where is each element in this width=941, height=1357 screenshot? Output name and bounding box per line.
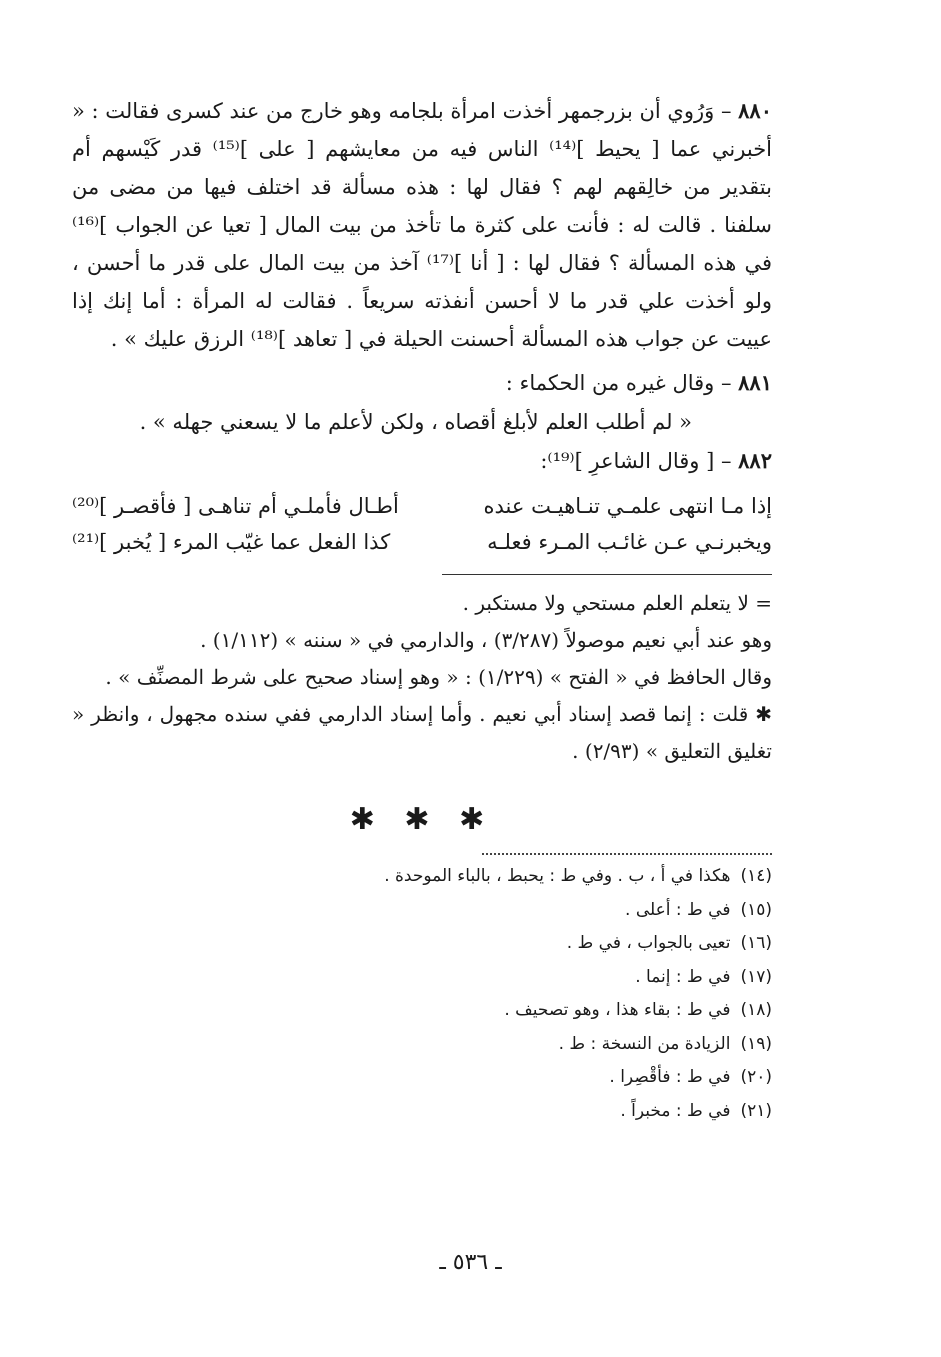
footnote-text: في ط : مخبراً . bbox=[620, 1100, 731, 1121]
footnote-text: في ط : بقاء هذا ، وهو تصحيف . bbox=[504, 1000, 731, 1020]
footnote-text: في ط : فأقْصِرا . bbox=[609, 1067, 731, 1087]
continued-notes bbox=[72, 585, 772, 770]
paragraph-number: ٨٨١ bbox=[738, 370, 772, 395]
paragraph-880 bbox=[72, 92, 772, 358]
wisdom-quote: « لم أطلب العلم لأبلغ أقصاه ، ولكن لأعلم ما لا يسعني جهله » . bbox=[139, 410, 692, 434]
verse-second-hemistich: كذا الفعل عما غيّب المرء [ يُخبر ]⁽²¹⁾ bbox=[72, 530, 391, 554]
paragraph-881 bbox=[72, 364, 772, 402]
paragraph-number: ٨٨٠ bbox=[738, 98, 772, 123]
footnote-divider bbox=[442, 574, 772, 575]
note-line: وقال الحافظ في « الفتح » (١/٢٢٩) : « وهو إسناد صحيح على شرط المصنِّف » . bbox=[105, 665, 772, 689]
footnote-number: (١٨) bbox=[740, 1000, 772, 1020]
footnote-text: في ط : أعلى . bbox=[625, 899, 731, 920]
paragraph-number: ٨٨٢ bbox=[738, 448, 772, 473]
paragraph-882 bbox=[72, 442, 772, 480]
footnote bbox=[72, 961, 772, 995]
poem bbox=[72, 488, 772, 560]
note-line: وهو عند أبي نعيم موصولاً (٣/٢٨٧) ، والدارمي في « سننه » (١/١١٢) . bbox=[200, 628, 772, 652]
footnote-text: في ط : إنما . bbox=[635, 966, 731, 987]
footnote-number: (٢١) bbox=[740, 1100, 772, 1121]
footnote-number: (١٦) bbox=[740, 933, 772, 953]
page-number: ـ ٥٣٦ ـ bbox=[439, 1250, 502, 1275]
footnote bbox=[72, 1028, 772, 1062]
paragraph-text: – وَرُوي أن بزرجمهر أخذت امرأة بلجامه وهو خارج من عند كسرى فقالت : « أخبرني عما [ يحيط ]⁽¹⁴⁾ الناس فيه من معايشهم [ على ]⁽¹⁵⁾ قدر كَيْسهم أم بتقدير من خالِقهم لهم ؟ فقال لها : هذه مسألة قد اختلف فيها من مضى من سلفنا . قالت له : فأنت على كثرة ما تأخذ من بيت المال [ تعيا عن الجواب ]⁽¹⁶⁾ في هذه المسألة ؟ فقال لها : [ أنا ]⁽¹⁷⁾ آخذ من بيت المال على قدر ما أحسن ، ولو أخذت علي قدر ما لا أحسن أنفذته سريعاً . فقالت له المرأة : أما إنك إذا عييت عن جواب هذه المسألة أحسنت الحيلة في [ تعاهد ]⁽¹⁸⁾ الرزق عليك » . bbox=[72, 99, 773, 351]
footnote-number: (١٥) bbox=[740, 899, 772, 920]
footnote-number: (١٩) bbox=[740, 1033, 772, 1054]
footnotes bbox=[72, 860, 772, 1128]
footnote bbox=[72, 894, 772, 928]
paragraph-text: – وقال غيره من الحكماء : bbox=[505, 371, 739, 395]
verse-first-hemistich: ويخبرنـي عـن غائـب المـرء فعلـه bbox=[487, 530, 772, 554]
verse-first-hemistich: إذا مـا انتهى علمـي تنـاهيـت عنده bbox=[483, 494, 772, 518]
footnote-text: هكذا في أ ، ب . وفي ط : يحبط ، بالباء الموحدة . bbox=[384, 866, 731, 886]
footnote bbox=[72, 927, 772, 961]
note-line: = لا يتعلم العلم مستحي ولا مستكبر . bbox=[462, 591, 772, 615]
footnote bbox=[72, 860, 772, 894]
note-line: ✱ قلت : إنما قصد إسناد أبي نعيم . وأما إسناد الدارمي ففي سنده مجهول ، وانظر « تغليق التعليق » (٢/٩٣) . bbox=[72, 702, 772, 763]
footnote-number: (١٧) bbox=[740, 966, 772, 987]
footnote-number: (١٤) bbox=[740, 866, 772, 886]
dotted-divider bbox=[482, 853, 772, 856]
poem-verse bbox=[72, 488, 772, 524]
verse-second-hemistich: أطـال فأملـي أم تناهـى [ فأقصـر ]⁽²⁰⁾ bbox=[72, 494, 399, 518]
section-separator: ✱ ✱ ✱ bbox=[349, 802, 495, 837]
poem-verse bbox=[72, 524, 772, 560]
footnote-number: (٢٠) bbox=[740, 1067, 772, 1087]
footnote bbox=[72, 1061, 772, 1095]
footnote bbox=[72, 994, 772, 1028]
paragraph-text: – [ وقال الشاعرِ ]⁽¹⁹⁾: bbox=[540, 449, 739, 473]
page-body bbox=[72, 92, 772, 1128]
footnote bbox=[72, 1095, 772, 1129]
footnote-text: تعيى بالجواب ، في ط . bbox=[566, 933, 731, 953]
footnote-text: الزيادة من النسخة : ط . bbox=[558, 1033, 731, 1054]
